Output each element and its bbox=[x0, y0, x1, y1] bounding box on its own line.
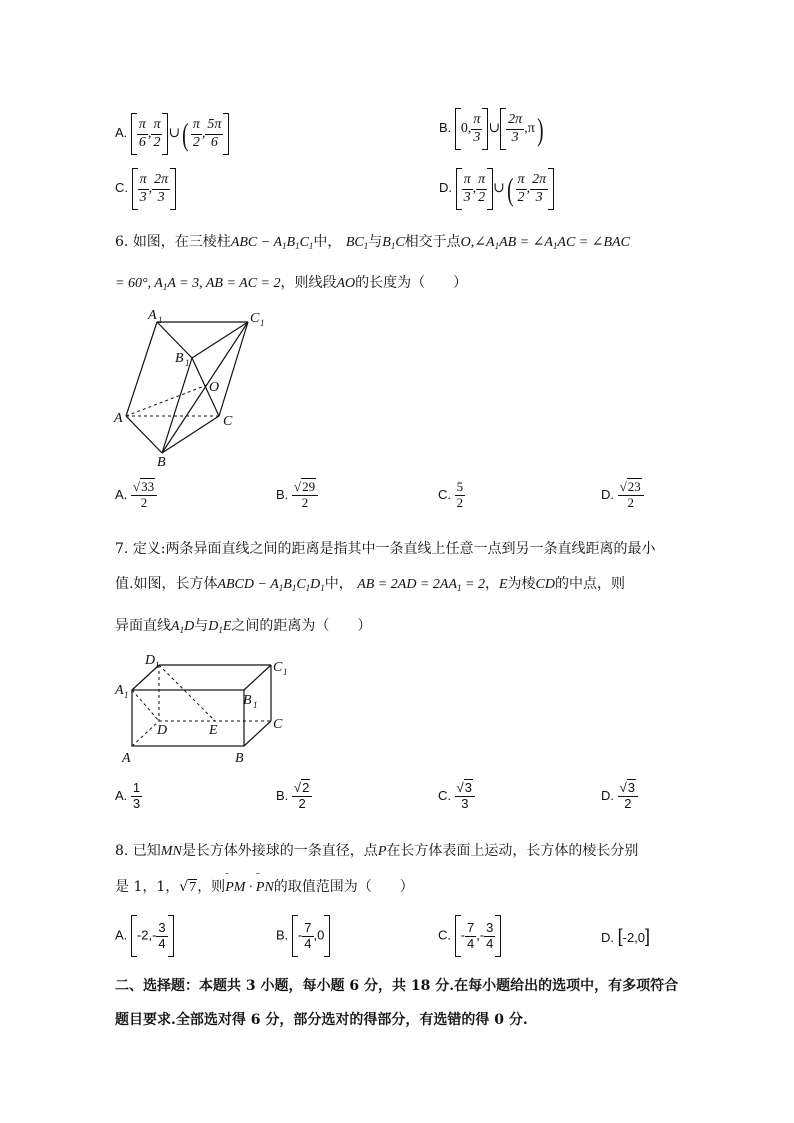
q5-option-d[interactable]: D. $\frac{\pi}{3}$ , $\frac{\pi}{2}$ ∪( $\frac{\pi}{2}$ , $\frac{2\pi}{3}$ bbox=[439, 168, 554, 210]
q8-option-d[interactable]: D. [-2,0] bbox=[601, 926, 651, 946]
q6-stem-line2: = 60°, $A_1A = 3$, AB = AC = 2，则线段AO的长度为（ ） bbox=[115, 275, 468, 292]
q6-option-c[interactable]: C. $\frac{5}{2}$ bbox=[438, 479, 464, 510]
svg-text:1: 1 bbox=[260, 318, 265, 328]
svg-text:1: 1 bbox=[253, 700, 258, 710]
q8-option-b[interactable]: B. - $\frac{7}{4}$ ,0 bbox=[276, 915, 330, 957]
label-c1: C bbox=[250, 311, 260, 326]
label-b: B bbox=[235, 751, 244, 766]
svg-text:1: 1 bbox=[283, 667, 288, 677]
q8-stem-line2: 是 1，1，√7，则ᵕᵕᵕ PM · ᵕᵕᵕ PN的取值范围为（ ） bbox=[115, 876, 414, 896]
cuboid-figure bbox=[112, 648, 297, 768]
q7-option-d[interactable]: D. $\frac{√3}{2}$ bbox=[601, 781, 638, 812]
q7-stem-line2: 值.如图，长方体ABCD − $A_1B_1C_1D_1$中， AB = $2AD = 2AA_1 = 2$，E为棱CD的中点，则 bbox=[115, 576, 625, 593]
label-a: A bbox=[114, 411, 123, 426]
q6-option-b[interactable]: B. $\frac{√29}{2}$ bbox=[276, 480, 318, 511]
svg-text:1: 1 bbox=[124, 690, 129, 700]
q8-option-c[interactable]: C. - $\frac{7}{4}$ ,- $\frac{3}{4}$ bbox=[438, 915, 501, 957]
label-c1: C bbox=[273, 660, 283, 675]
prism-figure bbox=[108, 305, 283, 470]
q6-stem-line1: 6. 如图，在三棱柱ABC − $A_1B_1C_1$中， $BC_1$与$B_1C$相交于点$O,\angle A_1AB$ = $\angle A_1AC$ = ∠BAC bbox=[115, 234, 630, 251]
label-b: B bbox=[157, 455, 166, 470]
svg-text:1: 1 bbox=[155, 660, 160, 670]
label-e: E bbox=[209, 723, 218, 738]
label-o: O bbox=[209, 380, 220, 395]
label-a1: A bbox=[148, 308, 157, 323]
label-d: D bbox=[157, 723, 168, 738]
q7-option-a[interactable]: A. $\frac{1}{3}$ bbox=[115, 780, 141, 811]
q5-option-a[interactable]: A. $\frac{\pi}{6}$ , $\frac{\pi}{2}$ ∪( $\frac{\pi}{2}$ , $\frac{5\pi}{6}$ bbox=[115, 113, 229, 155]
label-a1: A bbox=[115, 683, 124, 698]
q5-option-c[interactable]: C. $\frac{\pi}{3}$ , $\frac{2\pi}{3}$ bbox=[115, 168, 176, 210]
option-label: A. bbox=[115, 125, 128, 141]
option-label: D. bbox=[439, 180, 452, 196]
label-c: C bbox=[223, 414, 233, 429]
option-label: B. bbox=[439, 120, 452, 136]
q5-option-b[interactable]: B. 0, $\frac{\pi}{3}$ ∪ $\frac{2\pi}{3}$ ,π) bbox=[439, 108, 545, 150]
q8-option-a[interactable]: A. -2,- $\frac{3}{4}$ bbox=[115, 915, 174, 957]
q8-stem-line1: 8. 已知MN是长方体外接球的一条直径，点P在长方体表面上运动，长方体的棱长分别 bbox=[115, 843, 639, 859]
svg-text:1: 1 bbox=[158, 315, 163, 325]
label-c: C bbox=[273, 717, 283, 732]
q7-stem-line3: 异面直线$A_1D$与$D_1E$之间的距离为（ ） bbox=[115, 618, 372, 635]
section2-heading-line2: 题目要求.全部选对得 6 分，部分选对的得部分，有选错的得 0 分. bbox=[115, 1012, 528, 1028]
section2-heading-line1: 二、选择题：本题共 3 小题，每小题 6 分，共 18 分.在每小题给出的选项中，有多项符合 bbox=[115, 978, 679, 994]
q6-option-a[interactable]: A. $\frac{√33}{2}$ bbox=[115, 480, 157, 511]
q7-stem-line1: 7. 定义:两条异面直线之间的距离是指其中一条直线上任意一点到另一条直线距离的最小 bbox=[115, 541, 656, 557]
label-d1: D bbox=[145, 653, 156, 668]
label-b1: B bbox=[175, 351, 184, 366]
svg-text:1: 1 bbox=[185, 358, 190, 368]
q6-option-d[interactable]: D. $\frac{√23}{2}$ bbox=[601, 480, 644, 511]
label-b1: B bbox=[243, 693, 252, 708]
label-a: A bbox=[122, 751, 131, 766]
q7-option-c[interactable]: C. $\frac{√3}{3}$ bbox=[438, 781, 475, 812]
q7-option-b[interactable]: B. $\frac{√2}{2}$ bbox=[276, 781, 312, 812]
option-label: C. bbox=[115, 180, 128, 196]
